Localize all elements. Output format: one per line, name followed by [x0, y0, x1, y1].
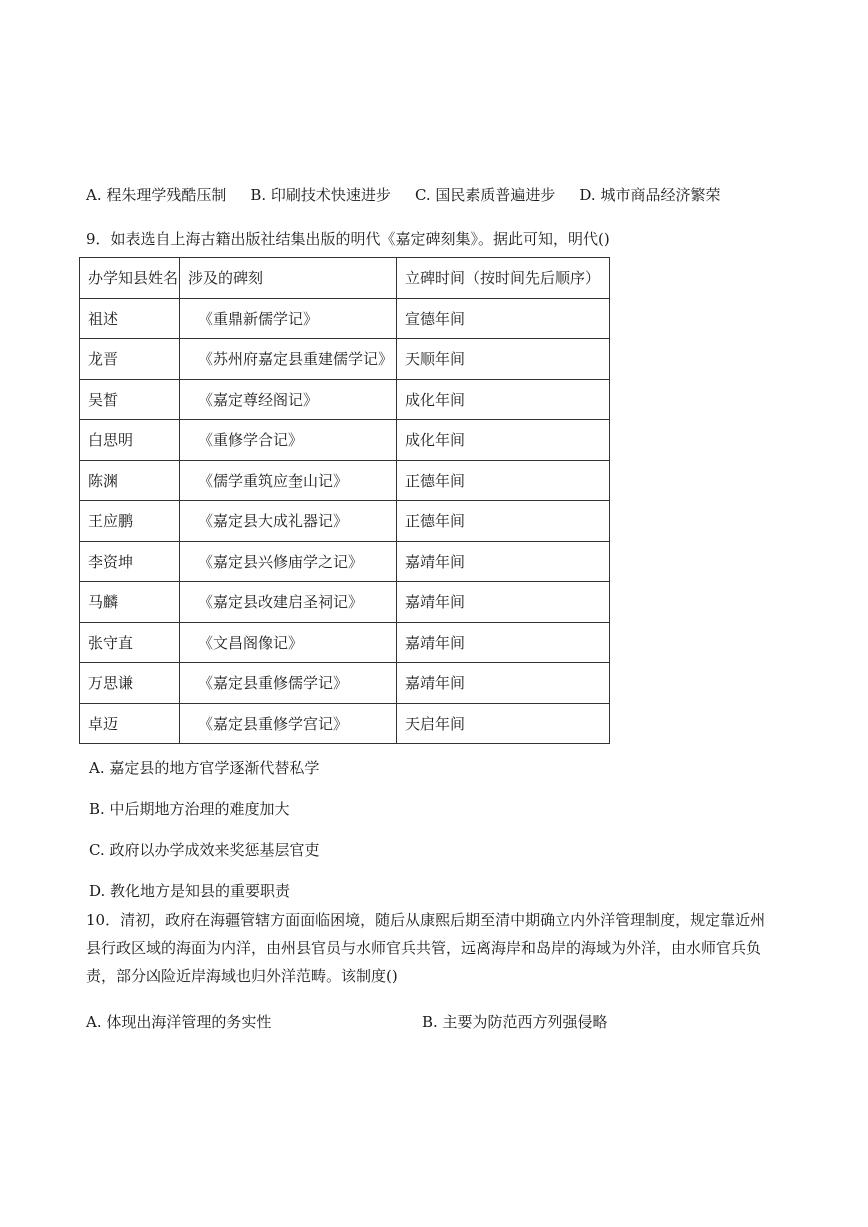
cell-name: 马麟: [80, 582, 180, 623]
q10-option-b: B. 主要为防范西方列强侵略: [422, 1013, 608, 1031]
cell-time: 嘉靖年间: [397, 541, 610, 582]
q8-options: [86, 184, 720, 206]
table-header-row: [80, 258, 610, 299]
cell-name: 张守直: [80, 622, 180, 663]
cell-stele: 《嘉定尊经阁记》: [180, 379, 397, 420]
cell-stele: 《嘉定县重修学宫记》: [180, 703, 397, 744]
cell-time: 嘉靖年间: [397, 622, 610, 663]
q8-option-a: A. 程朱理学残酷压制: [86, 186, 227, 204]
q9-option-a: A. 嘉定县的地方官学逐渐代替私学: [89, 759, 320, 777]
table-row: [80, 501, 610, 542]
cell-time: 嘉靖年间: [397, 582, 610, 623]
cell-time: 正德年间: [397, 460, 610, 501]
cell-stele: 《嘉定县改建启圣祠记》: [180, 582, 397, 623]
cell-stele: 《重修学合记》: [180, 420, 397, 461]
cell-time: 天启年间: [397, 703, 610, 744]
cell-name: 万思谦: [80, 663, 180, 704]
header-cell-stele: 涉及的碑刻: [180, 258, 397, 299]
cell-stele: 《苏州府嘉定县重建儒学记》: [180, 339, 397, 380]
cell-time: 宣德年间: [397, 298, 610, 339]
q10-option-a: A. 体现出海洋管理的务实性: [86, 1013, 272, 1031]
cell-stele: 《重鼎新儒学记》: [180, 298, 397, 339]
cell-stele: 《文昌阁像记》: [180, 622, 397, 663]
table-row: [80, 379, 610, 420]
cell-stele: 《嘉定县大成礼器记》: [180, 501, 397, 542]
cell-time: 成化年间: [397, 379, 610, 420]
cell-time: 成化年间: [397, 420, 610, 461]
q9-table: [79, 257, 610, 744]
cell-stele: 《儒学重筑应奎山记》: [180, 460, 397, 501]
table-row: [80, 663, 610, 704]
cell-time: 嘉靖年间: [397, 663, 610, 704]
q10-stem: 10．清初，政府在海疆管辖方面面临困境，随后从康熙后期至清中期确立内外洋管理制度，规定靠近州县行政区域的海面为内洋，由州县官员与水师官兵共管，远离海岸和岛岸的海域为外洋，由水师官兵负责，部分凶险近岸海域也归外洋范畴。该制度(): [86, 911, 766, 985]
cell-name: 白思明: [80, 420, 180, 461]
q9-option-d: D. 教化地方是知县的重要职责: [89, 882, 291, 900]
table-row: [80, 541, 610, 582]
cell-time: 正德年间: [397, 501, 610, 542]
table-row: [80, 460, 610, 501]
table-row: [80, 298, 610, 339]
table-row: [80, 420, 610, 461]
cell-name: 王应鹏: [80, 501, 180, 542]
q8-option-d: D. 城市商品经济繁荣: [579, 186, 721, 204]
q9-option-b: B. 中后期地方治理的难度加大: [89, 800, 290, 818]
table-row: [80, 339, 610, 380]
cell-stele: 《嘉定县兴修庙学之记》: [180, 541, 397, 582]
cell-name: 龙晋: [80, 339, 180, 380]
cell-time: 天顺年间: [397, 339, 610, 380]
q9-stem: 9．如表选自上海古籍出版社结集出版的明代《嘉定碑刻集》。据此可知，明代(): [86, 230, 610, 248]
header-cell-time: 立碑时间（按时间先后顺序）: [397, 258, 610, 299]
q9-option-c: C. 政府以办学成效来奖惩基层官吏: [89, 841, 320, 859]
cell-name: 李资坤: [80, 541, 180, 582]
table-row: [80, 703, 610, 744]
q8-option-b: B. 印刷技术快速进步: [250, 186, 391, 204]
table-row: [80, 582, 610, 623]
cell-name: 吴皙: [80, 379, 180, 420]
cell-name: 陈渊: [80, 460, 180, 501]
header-cell-name: 办学知县姓名: [80, 258, 180, 299]
q8-option-c: C. 国民素质普遍进步: [414, 186, 556, 204]
table-row: [80, 622, 610, 663]
cell-stele: 《嘉定县重修儒学记》: [180, 663, 397, 704]
cell-name: 祖述: [80, 298, 180, 339]
cell-name: 卓迈: [80, 703, 180, 744]
